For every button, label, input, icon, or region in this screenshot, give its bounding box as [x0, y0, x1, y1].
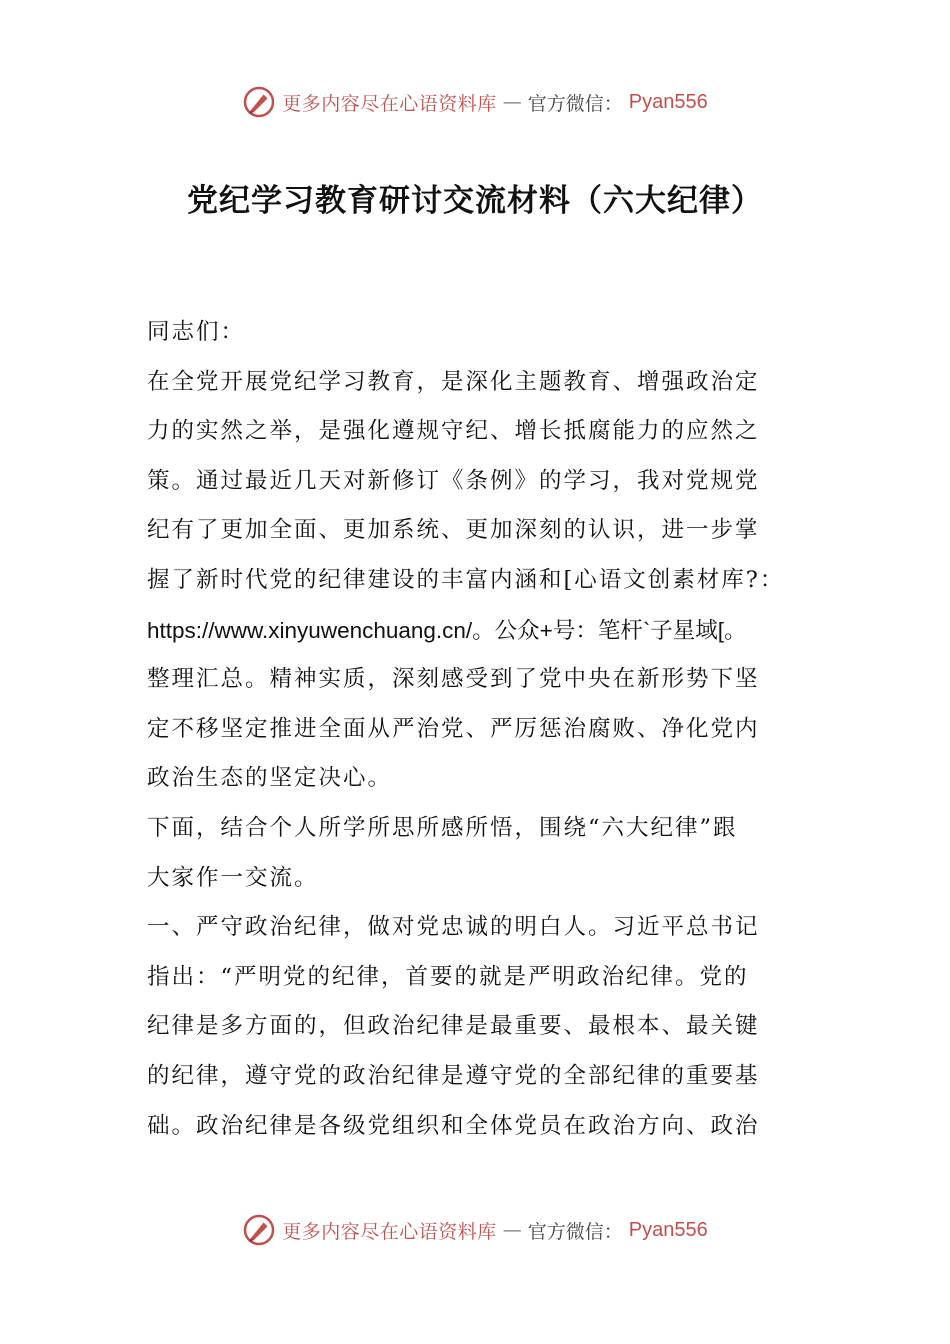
banner-text: 更多内容尽在心语资料库 [282, 1220, 497, 1243]
document-body [147, 308, 807, 1151]
body-line: 力的实然之举，是强化遵规守纪、增长抵腐能力的应然之 [147, 418, 760, 445]
body-line: 下面，结合个人所学所思所感所悟，围绕“六大纪律”跟 [147, 814, 738, 841]
body-line: 纪律是多方面的，但政治纪律是最重要、最根本、最关键 [147, 1013, 760, 1040]
banner-separator: — [502, 91, 522, 113]
body-line: 政治生态的坚定决心。 [147, 765, 393, 792]
body-line: 的纪律，遵守党的政治纪律是遵守党的全部纪律的重要基 [147, 1062, 760, 1089]
body-line: 握了新时代党的纪律建设的丰富内涵和[心语文创素材库?： [147, 566, 785, 593]
section-heading-line: 一、严守政治纪律，做对党忠诚的明白人。习近平总书记 [147, 914, 760, 941]
body-line: 指出：“严明党的纪律，首要的就是严明政治纪律。党的 [147, 963, 749, 990]
banner-wechat-label: 官方微信： [527, 92, 623, 115]
document-title: 党纪学习教育研讨交流材料（六大纪律） [187, 183, 763, 219]
greeting-line: 同志们： [147, 319, 246, 345]
banner-text: 更多内容尽在心语资料库 [282, 92, 497, 115]
body-line: 策。通过最近几天对新修订《条例》的学习，我对党规党 [147, 467, 760, 494]
body-line-url: https://www.xinyuwenchuang.cn/。公众+号：笔杆`子星域[。 [147, 617, 747, 643]
pen-nib-logo-icon [242, 1213, 276, 1247]
body-line: 纪有了更加全面、更加系统、更加深刻的认识，进一步掌 [147, 517, 760, 544]
body-line: 础。政治纪律是各级党组织和全体党员在政治方向、政治 [147, 1112, 760, 1139]
body-line: 大家作一交流。 [147, 864, 319, 891]
body-line: 整理汇总。精神实质，深刻感受到了党中央在新形势下坚 [147, 666, 760, 693]
banner-wechat-id: Pyan556 [628, 90, 708, 113]
body-line: 定不移坚定推进全面从严治党、严厉惩治腐败、净化党内 [147, 715, 760, 742]
banner-wechat-label: 官方微信： [527, 1220, 623, 1243]
header-banner [0, 82, 950, 122]
footer-banner [0, 1210, 950, 1250]
banner-wechat-id: Pyan556 [628, 1218, 708, 1241]
pen-nib-logo-icon [242, 85, 276, 119]
banner-separator: — [502, 1219, 522, 1241]
body-line: 在全党开展党纪学习教育，是深化主题教育、增强政治定 [147, 368, 760, 395]
